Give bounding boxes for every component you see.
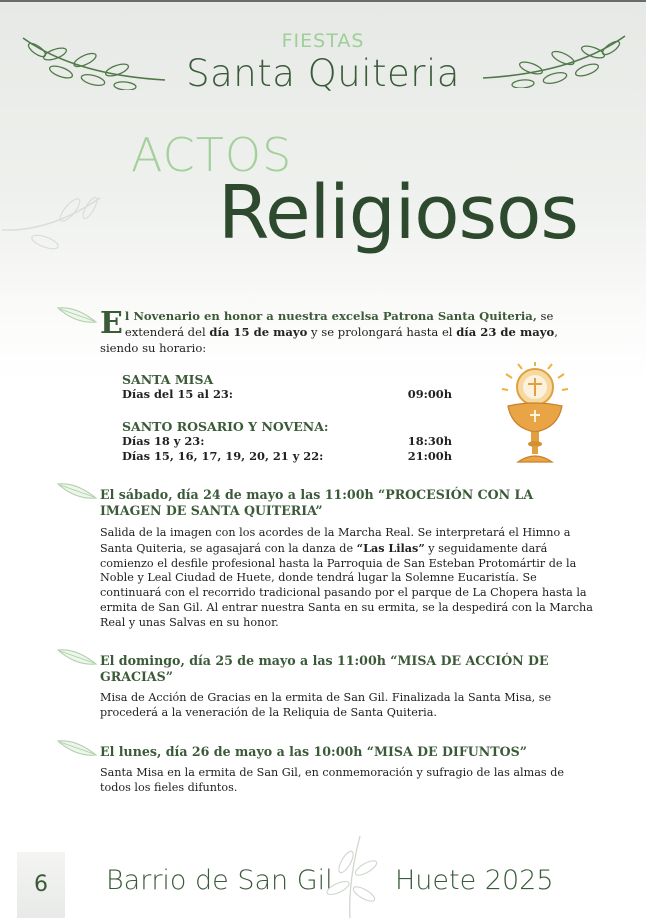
intro-paragraph: El Novenario en honor a nuestra excelsa Patrona Santa Quiteria, se extenderá del día 15 de mayo y se prolongará hasta el día 23 de mayo, siendo su horario: <box>100 306 558 355</box>
header-title: Santa Quiteria <box>186 52 460 95</box>
header-kicker: FIESTAS <box>281 30 365 52</box>
schedule-misa-title: SANTA MISA <box>122 372 214 387</box>
intro-lead: l Novenario en honor a nuestra excelsa Patrona Santa Quiteria, <box>124 309 537 323</box>
leaf-bullet-icon <box>56 644 98 670</box>
footer-left: Barrio de San Gil <box>106 865 333 896</box>
schedule-row: Días del 15 al 23: 09:00h <box>122 387 452 401</box>
schedule-rosario-title: SANTO ROSARIO Y NOVENA: <box>122 419 329 434</box>
heading-small: ACTOS <box>131 128 293 182</box>
footer-right: Huete 2025 <box>395 865 554 896</box>
leaf-bullet-icon <box>56 735 98 761</box>
schedule-row: Días 18 y 23: 18:30h <box>122 434 452 448</box>
faded-branch-icon <box>0 190 110 260</box>
drop-cap: E <box>100 306 123 341</box>
schedule-rosario <box>122 419 452 464</box>
schedule-row: Días 15, 16, 17, 19, 20, 21 y 22: 21:00h <box>122 449 452 463</box>
section-title: El lunes, día 26 de mayo a las 10:00h “MISA DE DIFUNTOS” <box>100 744 527 759</box>
section-title: El domingo, día 25 de mayo a las 11:00h “MISA DE ACCIÓN DE GRACIAS” <box>100 653 549 684</box>
leaf-bullet-icon <box>56 302 98 328</box>
chalice-icon <box>500 362 570 464</box>
heading-large: Religiosos <box>218 170 578 256</box>
footer-sprig-icon <box>320 832 380 918</box>
page-number: 6 <box>34 872 48 897</box>
section-body: Misa de Acción de Gracias en la ermita de San Gil. Finalizada la Santa Misa, se procederá a la veneración de la Reliquia de Santa Quiteria. <box>100 691 552 719</box>
top-rule <box>0 0 646 2</box>
section-body: Santa Misa en la ermita de San Gil, en conmemoración y sufragio de las almas de todos los fieles difuntos. <box>100 766 564 794</box>
leaf-bullet-icon <box>56 478 98 504</box>
section-title: El sábado, día 24 de mayo a las 11:00h “PROCESIÓN CON LA IMAGEN DE SANTA QUITERIA” <box>100 487 534 518</box>
schedule-misa <box>122 372 452 402</box>
section-body: Salida de la imagen con los acordes de la Marcha Real. Se interpretará el Himno a Santa Quiteria, se agasajará con la danza de “Las Lilas” y seguidamente dará comienzo el desfile profesional hasta la Parroquia de San Esteban Protomártir de la Noble y Leal Ciudad de Huete, donde tendrá lugar la Solemne Eucaristía. Se continuará con el recorrido tradicional pasando por el parque de La Chopera hasta la ermita de San Gil. Al entrar nuestra Santa en su ermita, se la despedirá con la Marcha Real y unas Salvas en su honor. <box>100 526 593 629</box>
